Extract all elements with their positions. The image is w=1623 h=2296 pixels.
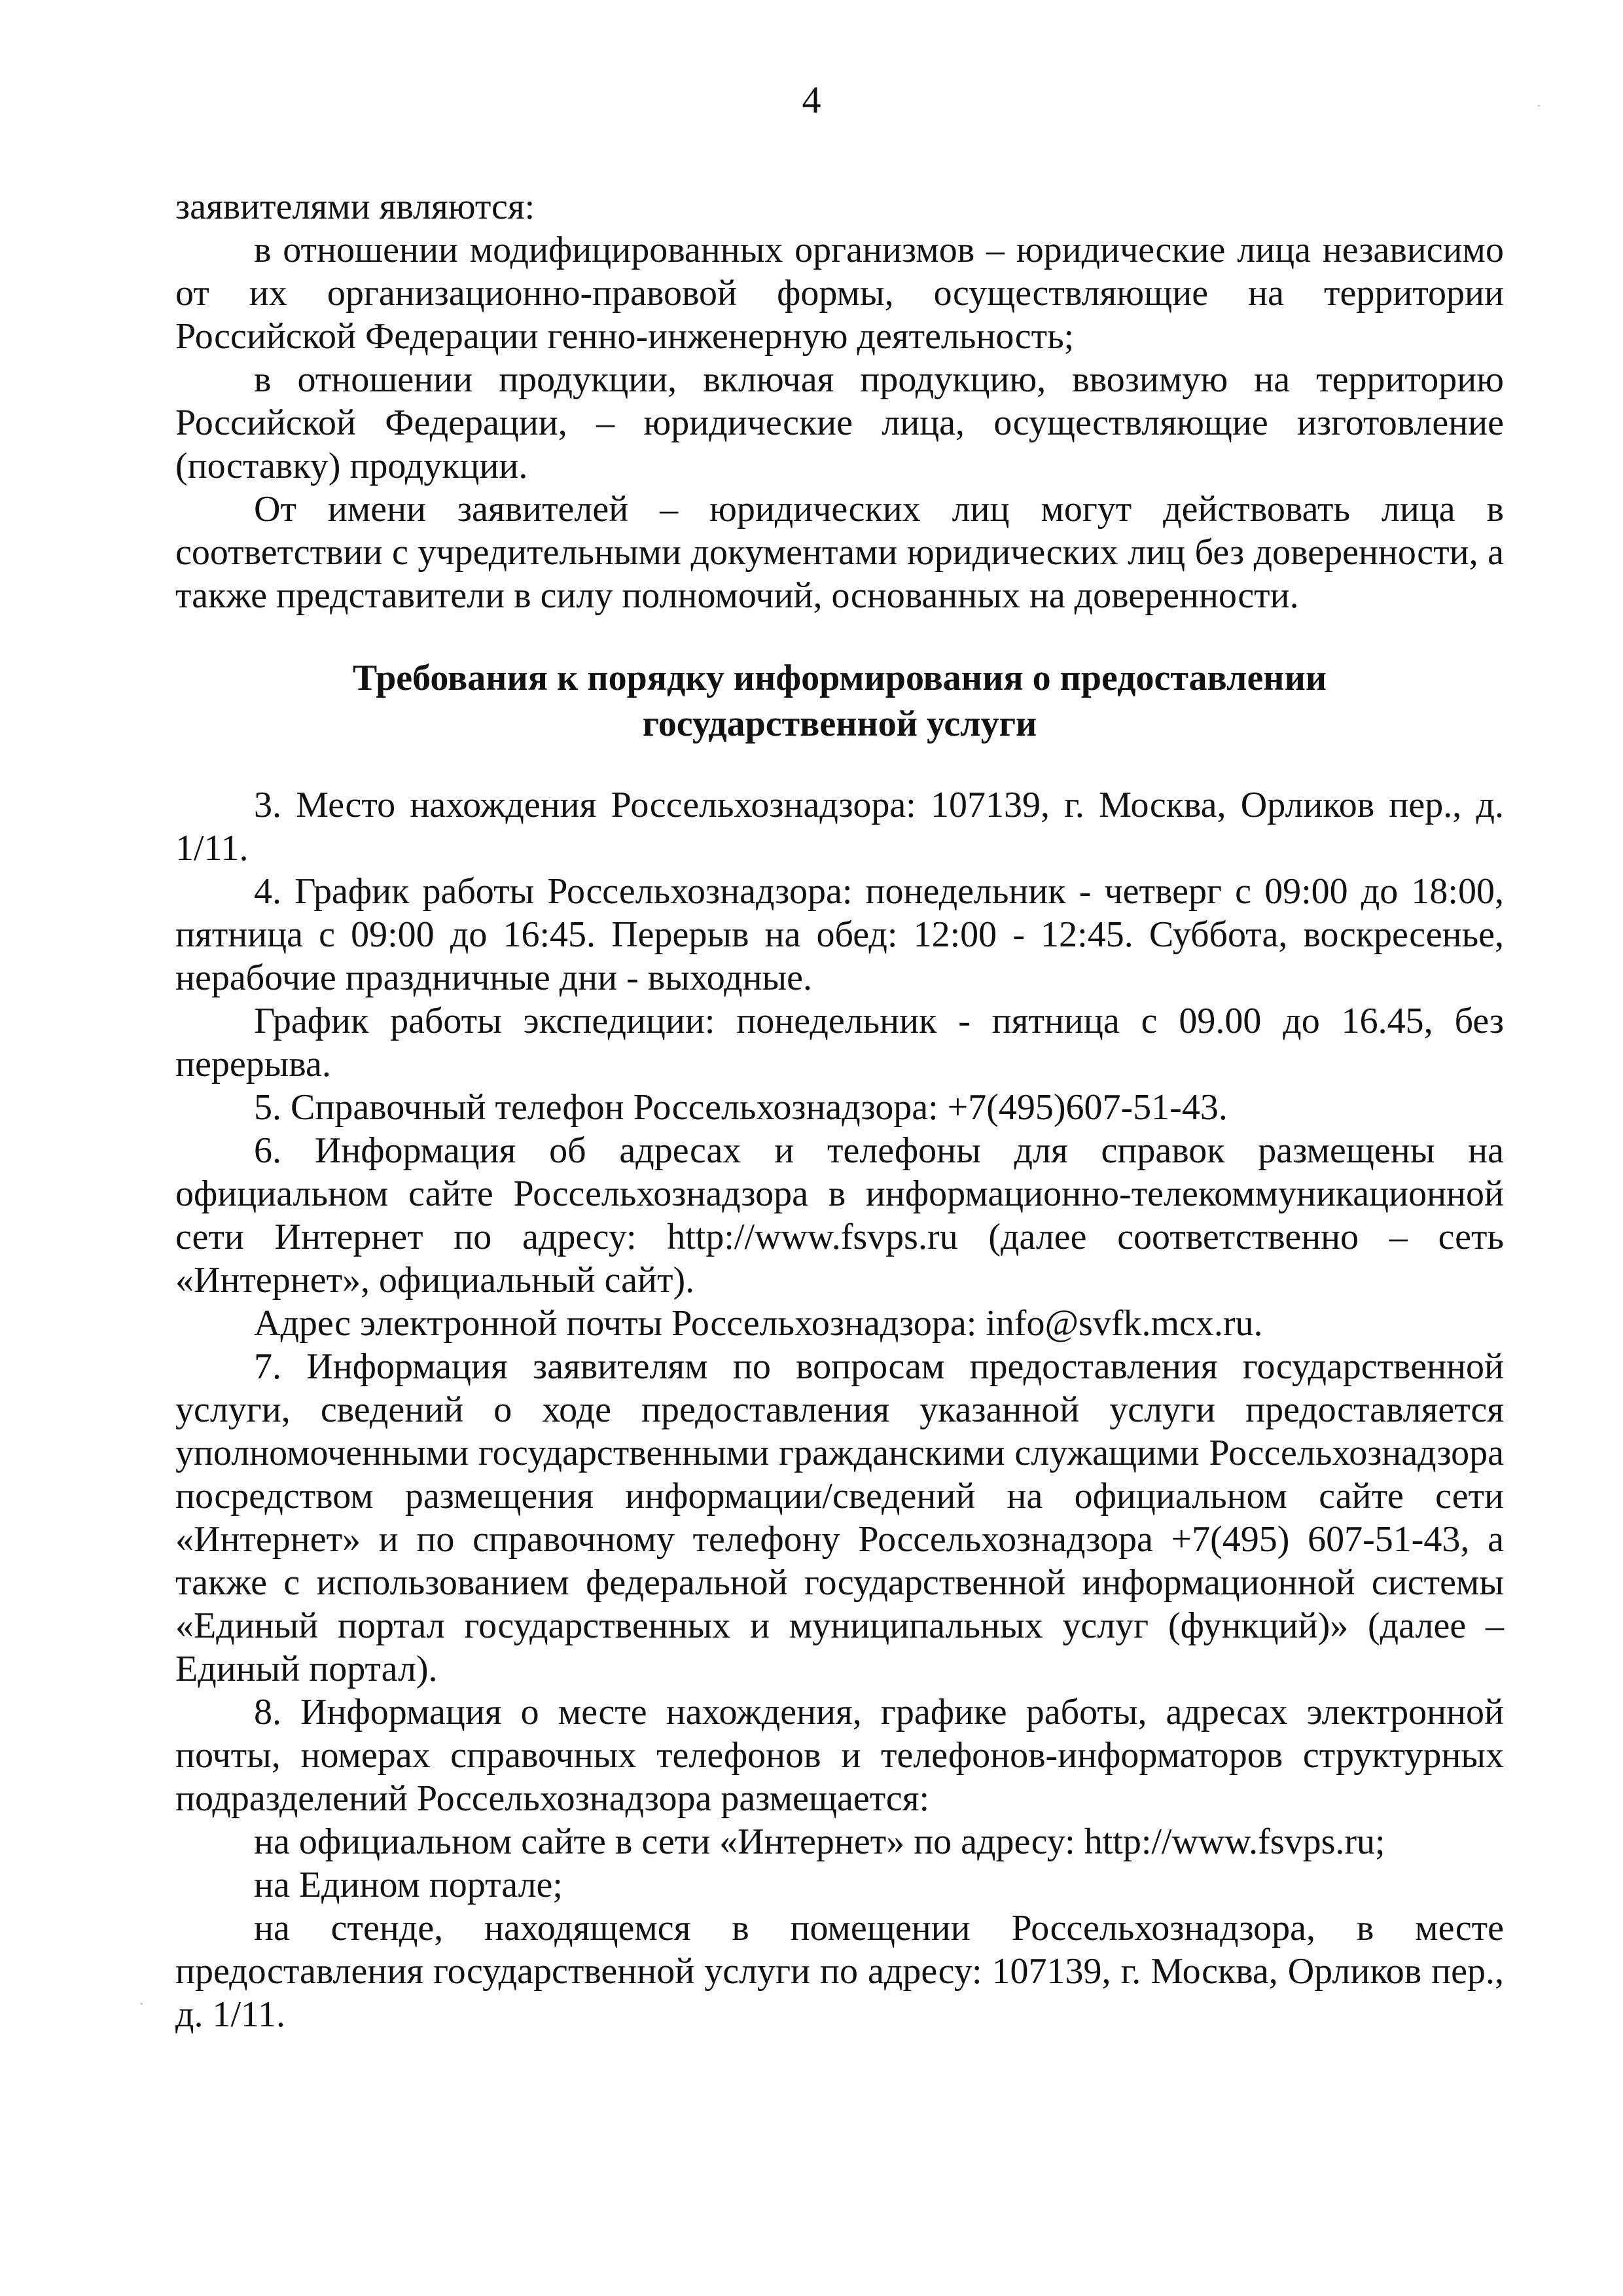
section-heading-line: Требования к порядку информирования о предоставлении — [352, 658, 1327, 698]
paragraph: 8. Информация о месте нахождения, графике работы, адресах электронной почты, номерах справочных телефонов и телефонов-информаторов структурных подразделений Россельхознадзора размещается: — [175, 1692, 1504, 1819]
paragraph: 7. Информация заявителям по вопросам предоставления государственной услуги, сведений о ходе предоставления указанной услуги предоставляется уполномоченными государственными гражданскими служащими Россельхознадзора посредством размещения информации/сведений на официальном сайте сети «Интернет» и по справочному телефону Россельхознадзора +7(495) 607-51-43, а также с использованием федеральной государственной информационной системы «Единый портал государственных и муниципальных услуг (функций)» (далее – Единый портал). — [175, 1346, 1504, 1689]
scan-speck — [141, 2003, 143, 2005]
body-text — [175, 185, 1504, 2036]
paragraph: заявителями являются: — [175, 187, 535, 227]
paragraph: в отношении модифицированных организмов – юридические лица независимо от их организационно-правовой формы, осуществляющие на территории Российской Федерации генно-инженерную деятельность; — [175, 230, 1504, 357]
scan-speck — [1538, 105, 1540, 107]
paragraph: 4. График работы Россельхознадзора: понедельник - четверг с 09:00 до 18:00, пятница с 09:00 до 16:45. Перерыв на обед: 12:00 - 12:45. Суббота, воскресенье, нерабочие праздничные дни - выходные. — [175, 871, 1504, 998]
paragraph: От имени заявителей – юридических лиц могут действовать лица в соответствии с учредительными документами юридических лиц без доверенности, а также представители в силу полномочий, основанных на доверенности. — [175, 489, 1504, 616]
paragraph: Адрес электронной почты Россельхознадзора: info@svfk.mcx.ru. — [254, 1303, 1263, 1344]
section-heading — [175, 655, 1504, 747]
paragraph: на официальном сайте в сети «Интернет» по адресу: http://www.fsvps.ru; — [254, 1821, 1385, 1862]
paragraph: на Едином портале; — [254, 1865, 563, 1905]
section-heading-line: государственной услуги — [642, 704, 1037, 744]
page-number: 4 — [802, 79, 821, 121]
paragraph: 6. Информация об адресах и телефоны для справок размещены на официальном сайте Россельхознадзора в информационно-телекоммуникационной сети Интернет по адресу: http://www.fsvps.ru (далее соответственно – сеть «Интернет», официальный сайт). — [175, 1130, 1504, 1300]
paragraph: График работы экспедиции: понедельник - пятница с 09.00 до 16.45, без перерыва. — [175, 1001, 1504, 1085]
paragraph: 3. Место нахождения Россельхознадзора: 107139, г. Москва, Орликов пер., д. 1/11. — [175, 785, 1504, 869]
paragraph: на стенде, находящемся в помещении Россельхознадзора, в месте предоставления государственной услуги по адресу: 107139, г. Москва, Орликов пер., д. 1/11. — [175, 1908, 1504, 2035]
paragraph: в отношении продукции, включая продукцию, ввозимую на территорию Российской Федерации, – юридические лица, осуществляющие изготовление (поставку) продукции. — [175, 359, 1504, 486]
paragraph: 5. Справочный телефон Россельхознадзора: +7(495)607-51-43. — [254, 1087, 1228, 1128]
